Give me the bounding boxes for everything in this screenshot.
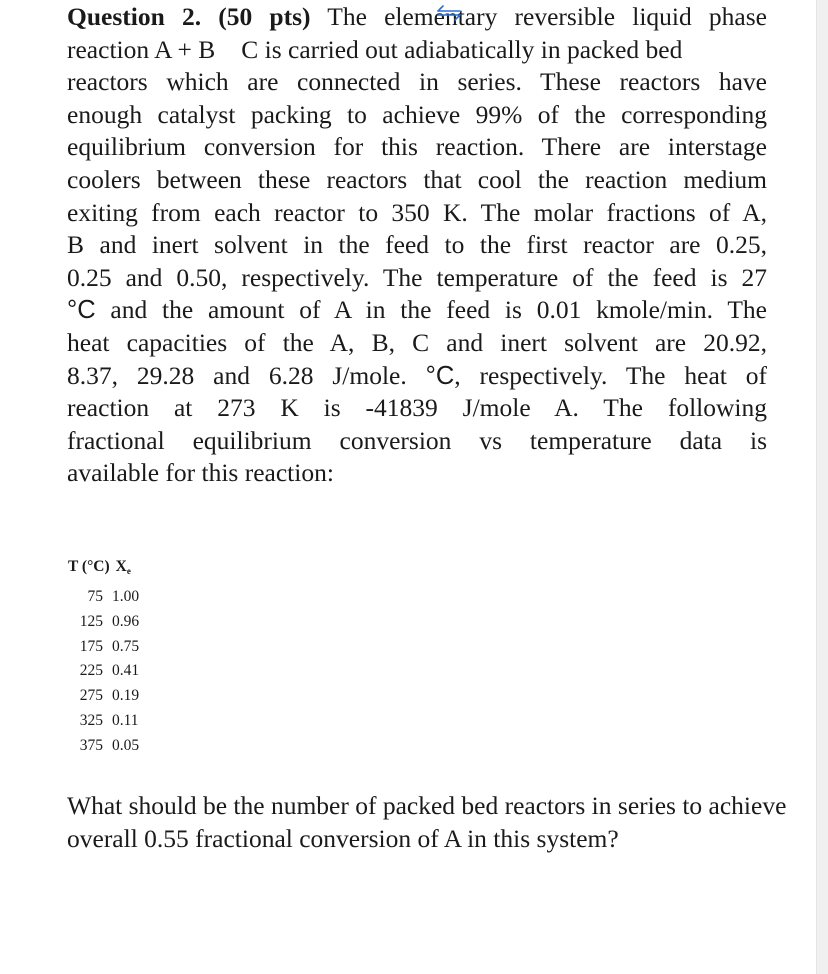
- question-line-5: equilibrium conversion for this reaction. There are interstage: [67, 132, 767, 162]
- cell-temperature: 125: [79, 612, 103, 630]
- table-row: [68, 635, 139, 660]
- table-row: [68, 684, 139, 709]
- equilibrium-data-table: [68, 558, 139, 759]
- cell-conversion: 0.11: [112, 711, 139, 729]
- question-line-7: exiting from each reactor to 350 K. The molar fractions of A,: [67, 197, 767, 227]
- scrollbar[interactable]: [816, 0, 828, 974]
- question-line-14: fractional equilibrium conversion vs temperature data is: [67, 425, 767, 455]
- question-line-10: °C and the amount of A in the feed is 0.01 kmole/min. The: [67, 295, 767, 325]
- reversible-arrow-icon: [436, 5, 462, 21]
- question-line-6: coolers between these reactors that cool the reaction medium: [67, 164, 767, 194]
- cell-temperature: 325: [79, 711, 103, 729]
- header-temperature: T (°C): [68, 558, 110, 575]
- question-line-4: enough catalyst packing to achieve 99% of the corresponding: [67, 99, 767, 129]
- header-conversion: $X_e$: [115, 558, 131, 576]
- question-line-2: reaction A + B C is carried out adiabatically in packed bed: [67, 34, 683, 64]
- question-line-1: Question 2. (50 pts) The elementary reversible liquid phase: [67, 2, 767, 31]
- table-row: [68, 659, 139, 684]
- table-row: [68, 709, 139, 734]
- question-text: [67, 1, 767, 490]
- table-body: [68, 585, 139, 759]
- cell-temperature: 275: [79, 687, 103, 705]
- cell-conversion: 1.00: [112, 588, 140, 605]
- question-line-3: reactors which are connected in series. These reactors have: [67, 67, 767, 97]
- table-row: [68, 610, 139, 635]
- question-line-11: heat capacities of the A, B, C and inert solvent are 20.92,: [67, 327, 767, 357]
- cell-conversion: 0.05: [112, 736, 140, 754]
- cell-conversion: 0.19: [112, 687, 140, 705]
- cell-conversion: 0.41: [112, 662, 140, 680]
- question-line-8: B and inert solvent in the feed to the first reactor are 0.25,: [67, 230, 767, 260]
- cell-temperature: 375: [79, 736, 103, 754]
- question-label: Question 2. (50 pts): [67, 2, 311, 31]
- question-line-13: reaction at 273 K is -41839 J/mole A. The following: [67, 393, 767, 423]
- cell-conversion: 0.96: [112, 612, 140, 630]
- question-line-9: 0.25 and 0.50, respectively. The temperature of the feed is 27: [67, 262, 767, 292]
- question-line-15: available for this reaction:: [67, 458, 334, 488]
- table-row: [68, 585, 139, 610]
- table-header: [68, 558, 139, 582]
- table-row: [68, 734, 139, 759]
- cell-temperature: 75: [87, 588, 103, 605]
- cell-temperature: 175: [79, 637, 103, 655]
- question-line-12: 8.37, 29.28 and 6.28 J/mole. °C, respectively. The heat of: [67, 360, 767, 390]
- final-question: What should be the number of packed bed reactors in series to achieve overall 0.55 fractional conversion of A in this system?: [67, 791, 787, 853]
- cell-temperature: 225: [79, 662, 103, 680]
- cell-conversion: 0.75: [112, 637, 140, 655]
